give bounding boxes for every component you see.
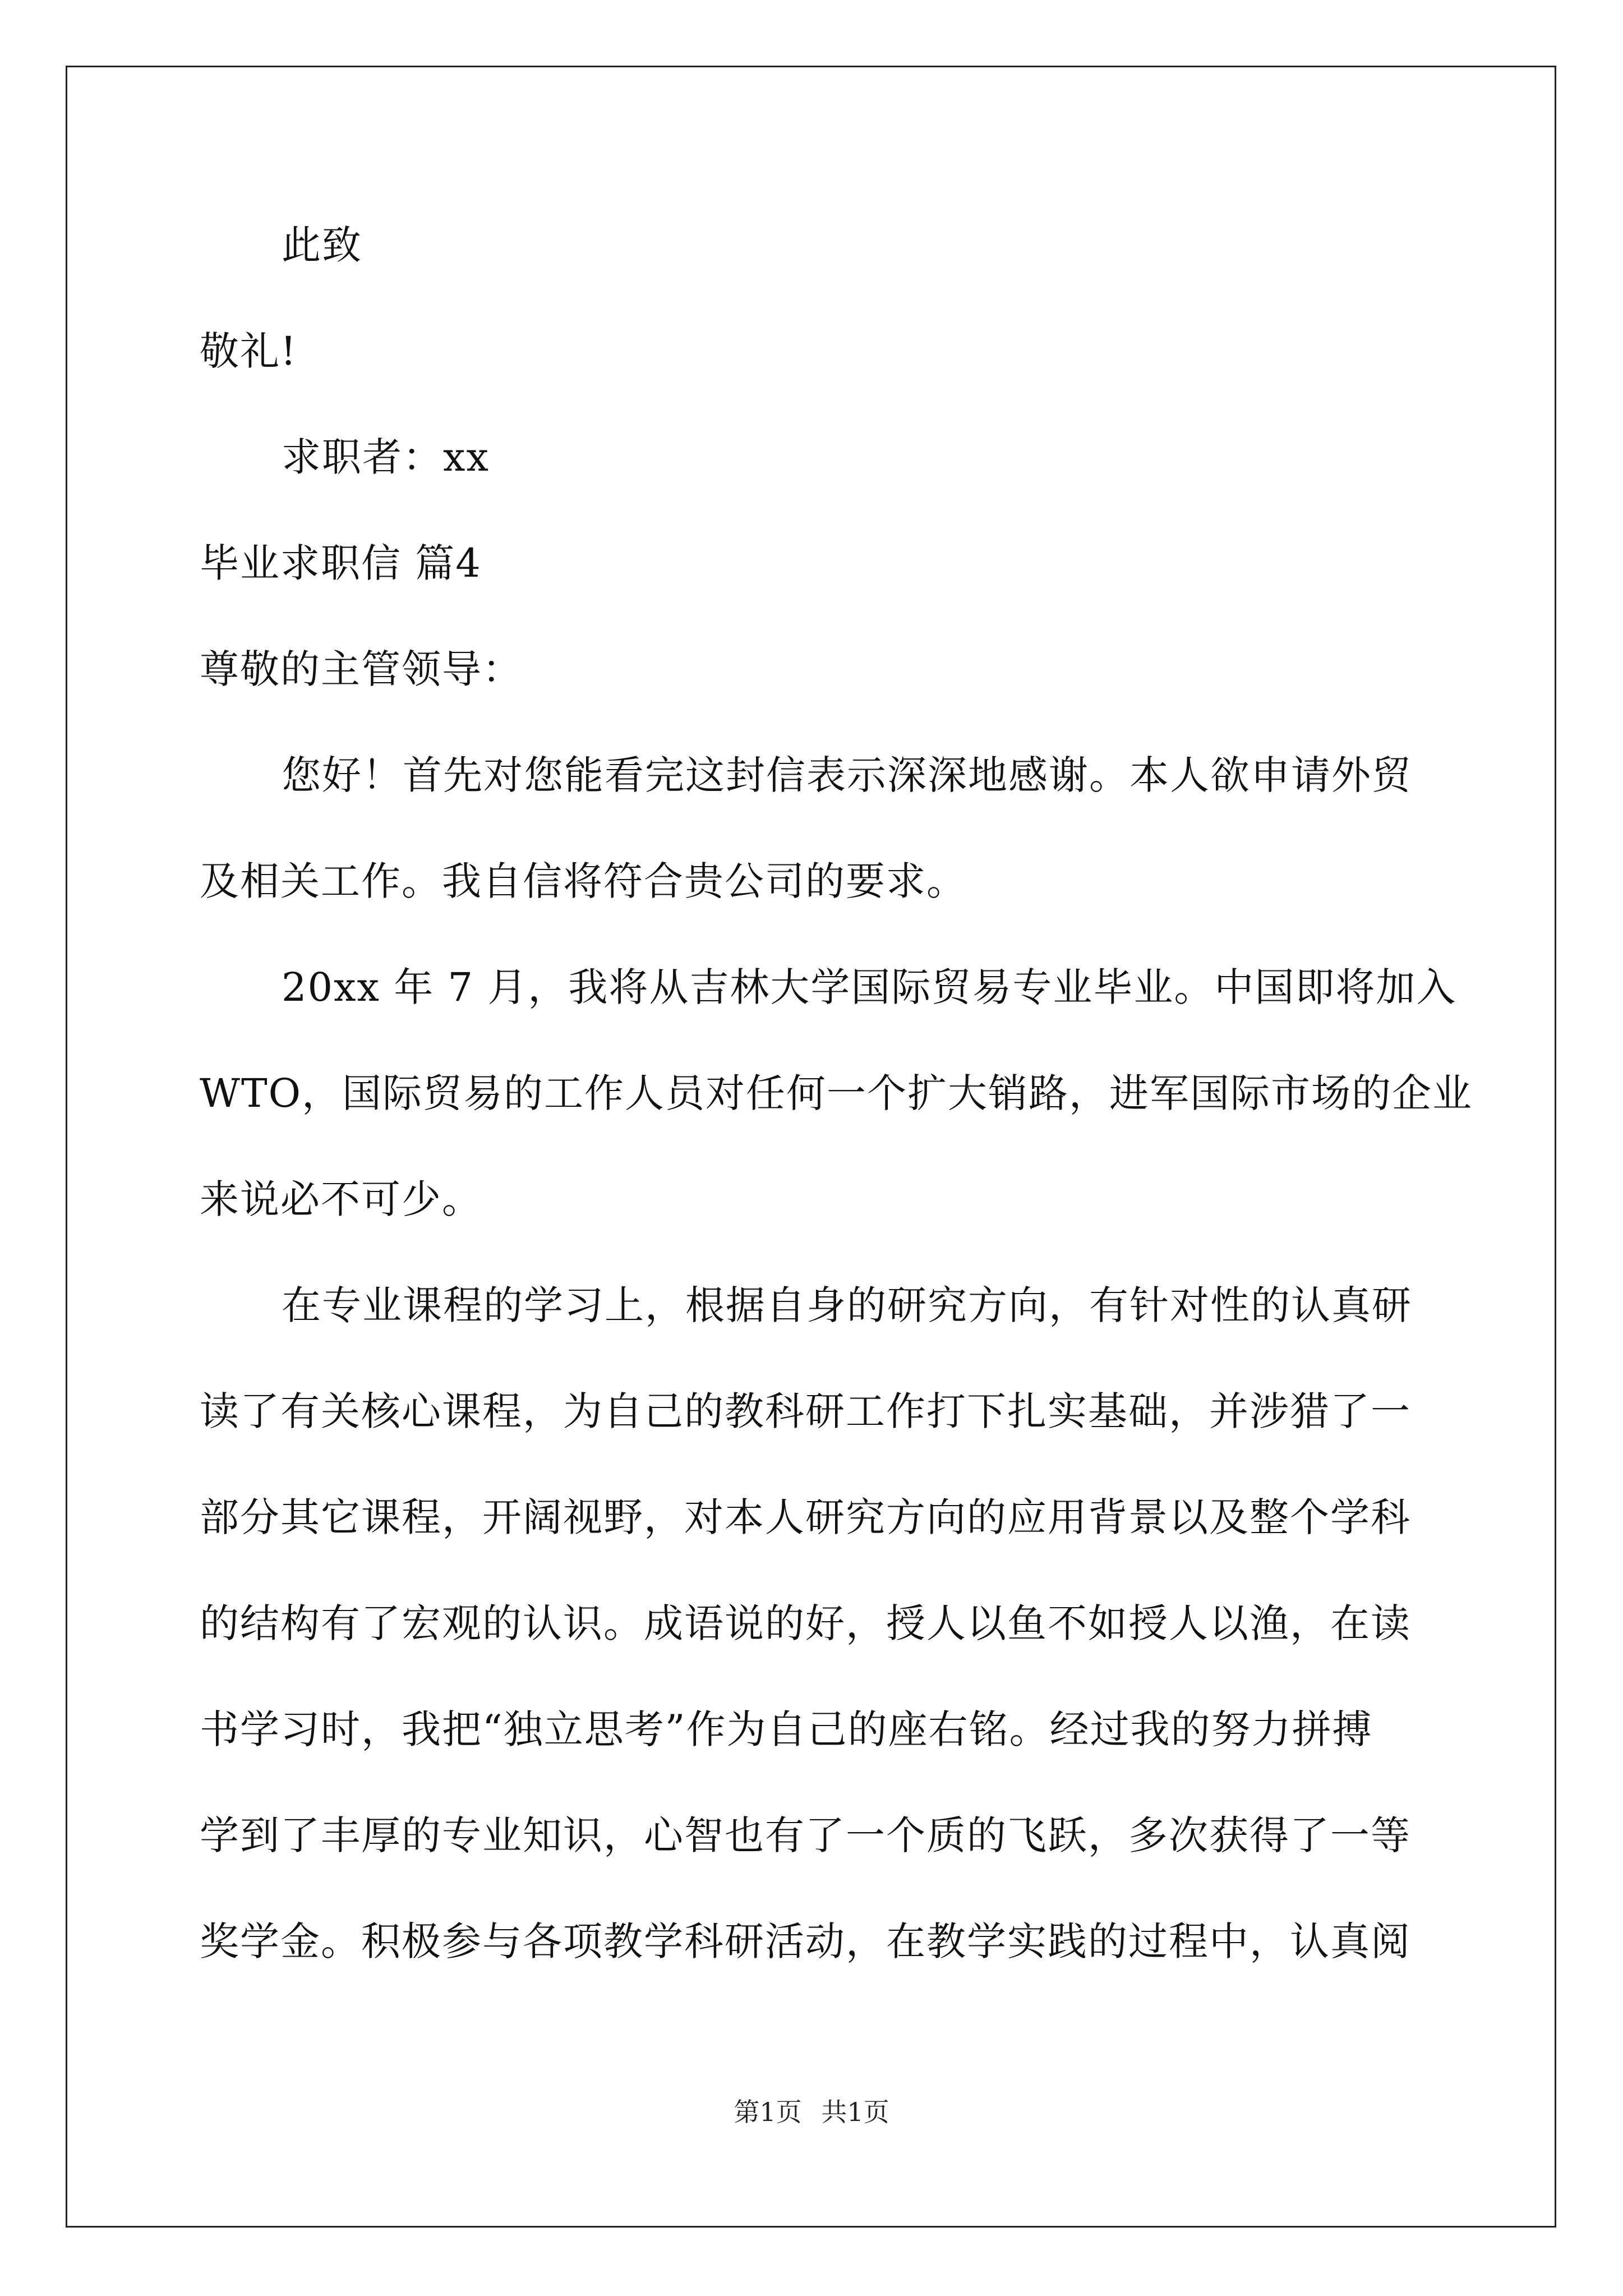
paragraph-2-line: 20xx 年 7 月，我将从吉林大学国际贸易专业毕业。中国即将加入	[282, 964, 1457, 1010]
paragraph-2-line: 来说必不可少。	[200, 1176, 482, 1222]
paragraph-1-line: 及相关工作。我自信将符合贵公司的要求。	[200, 858, 967, 904]
paragraph-3-line: 部分其它课程，开阔视野，对本人研究方向的应用背景以及整个学科	[200, 1494, 1411, 1540]
paragraph-2-line: WTO，国际贸易的工作人员对任何一个扩大销路，进军国际市场的企业	[200, 1070, 1473, 1116]
paragraph-3-line: 读了有关核心课程，为自己的教科研工作打下扎实基础，并涉猎了一	[200, 1388, 1411, 1434]
page-number: 第1页	[734, 2097, 802, 2127]
closing-line: 此致	[282, 222, 362, 268]
signature: 求职者：xx	[282, 434, 490, 480]
page-total: 共1页	[821, 2097, 889, 2127]
page-footer	[0, 2095, 1623, 2129]
letter-body	[200, 219, 1473, 1968]
closing-greeting: 敬礼!	[200, 328, 298, 374]
paragraph-3-line: 书学习时，我把“独立思考”作为自己的座右铭。经过我的努力拼搏	[200, 1706, 1373, 1752]
paragraph-3-line: 在专业课程的学习上，根据自身的研究方向，有针对性的认真研	[282, 1282, 1412, 1328]
paragraph-1-line: 您好！首先对您能看完这封信表示深深地感谢。本人欲申请外贸	[282, 752, 1412, 798]
section-title: 毕业求职信 篇4	[200, 540, 482, 586]
paragraph-3-line: 奖学金。积极参与各项教学科研活动，在教学实践的过程中，认真阅	[200, 1918, 1411, 1964]
paragraph-3-line: 的结构有了宏观的认识。成语说的好，授人以鱼不如授人以渔，在读	[200, 1600, 1411, 1646]
salutation: 尊敬的主管领导：	[200, 646, 523, 692]
paragraph-3-line: 学到了丰厚的专业知识，心智也有了一个质的飞跃，多次获得了一等	[200, 1812, 1411, 1858]
